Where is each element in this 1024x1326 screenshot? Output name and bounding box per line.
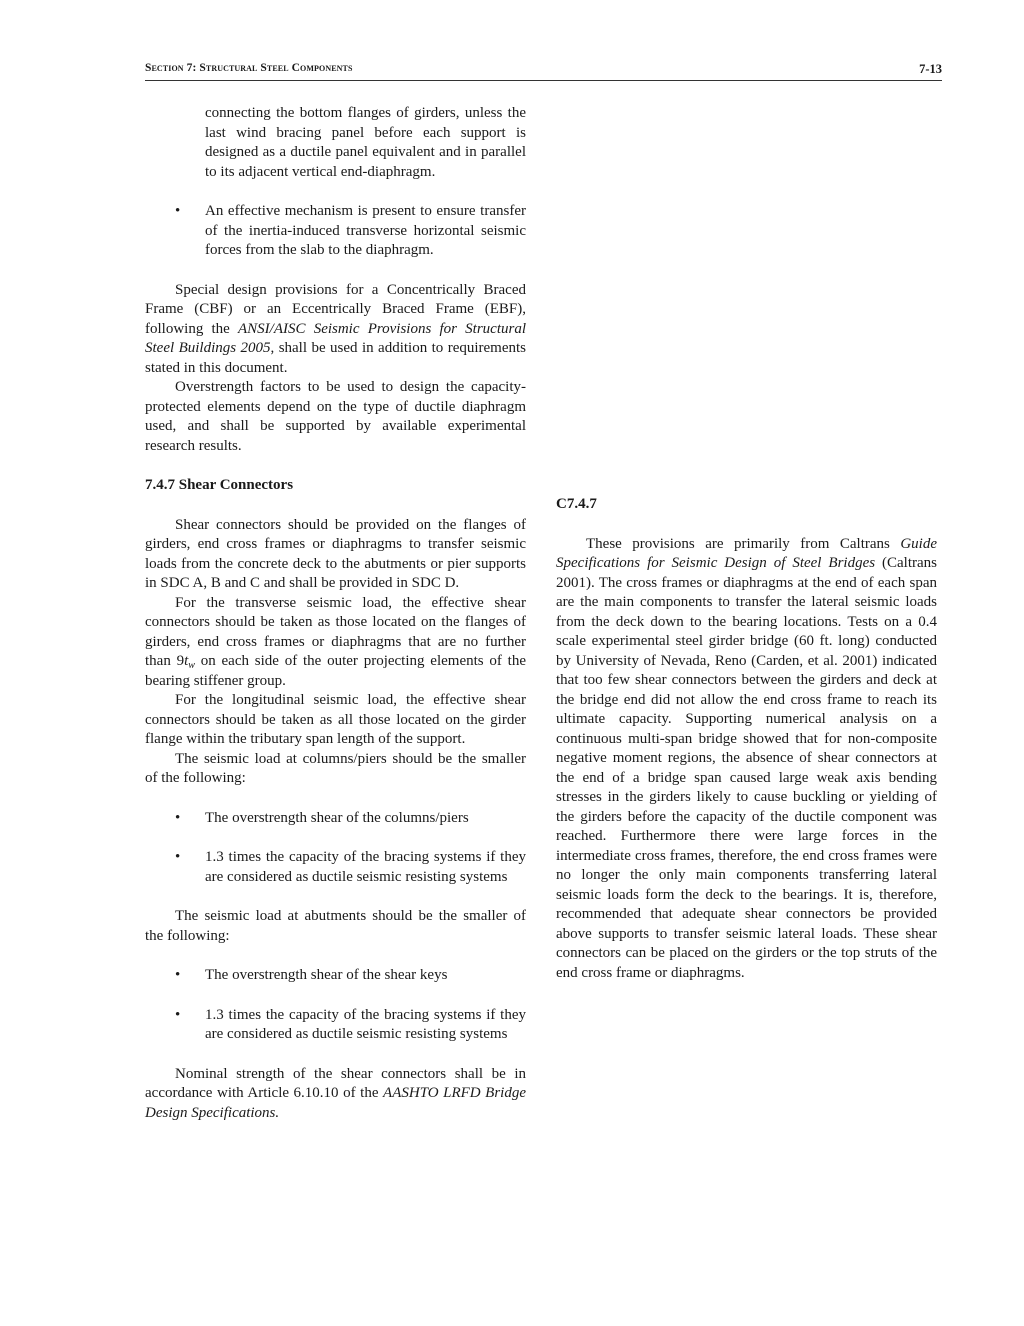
bullet-item	[145, 848, 526, 887]
paragraph-longitudinal-load: For the longitudinal seismic load, the effective shear connectors should be taken as all those located on the girder flange within the tributary span length of the support.	[145, 692, 526, 747]
bullet-item	[145, 202, 526, 261]
paragraph-special-provisions: Special design provisions for a Concentrically Braced Frame (CBF) or an Eccentrically Braced Frame (EBF), following the ANSI/AISC Seismic Provisions for Structural Steel Buildings 2005, shall be used in addition to requirements stated in this document.	[145, 281, 527, 376]
bullet-text: 1.3 times the capacity of the bracing systems if they are considered as ductile seismic resisting systems	[205, 1006, 526, 1042]
paragraph-columns-intro: The seismic load at columns/piers should be the smaller of the following:	[145, 750, 526, 786]
paragraph-commentary: These provisions are primarily from Caltrans Guide Specifications for Seismic Design of Steel Bridges (Caltrans 2001). The cross frames or diaphragms at the end of each span are the main components to transfer the lateral seismic loads from the deck down to the bearing locations. Tests on a 0.4 scale experimental steel girder bridge (60 ft. long) conducted by University of Nevada, Reno (Carden, et al. 2001) indicated that too few shear connectors between the girders and deck at the bridge end did not allow the end cross frame to reach its ultimate capacity. Supporting numerical analysis on a continuous multi-span bridge showed that for non-composite negative moment regions, the absence of shear connectors at the end of a bridge span caused large weak axis bending stresses in the girders likely to cause buckling or yielding of the girders before the capacity of the ductile component was reached. Furthermore there were large forces in the intermediate cross frames, therefore, the end cross frames were no longer the only main components transferring lateral seismic loads form the deck to the bearings. It is, therefore, recommended that adequate shear connectors be provided above supports to transfer seismic lateral loads. These shear connectors can be placed on the girders or the top struts of the end cross frame or diaphragms.	[556, 535, 937, 981]
commentary-heading: C7.4.7	[556, 496, 597, 512]
bullet-text: 1.3 times the capacity of the bracing systems if they are considered as ductile seismic resisting systems	[205, 849, 526, 885]
paragraph-overstrength: Overstrength factors to be used to design the capacity-protected elements depend on the type of ductile diaphragm used, and shall be supported by available experimental research results.	[145, 379, 526, 454]
continued-bullet-text: connecting the bottom flanges of girders, unless the last wind bracing panel before each support is designed as a ductile panel equivalent and in parallel to its adjacent vertical end-diaphragm.	[205, 105, 526, 180]
page-number: 7-13	[919, 62, 942, 76]
bullet-icon: •	[175, 967, 181, 983]
section-title: Section 7: Structural Steel Components	[145, 62, 353, 74]
bullet-text: The overstrength shear of the columns/piers	[205, 809, 469, 826]
specification-column	[145, 104, 526, 1123]
bullet-icon: •	[175, 809, 181, 826]
bullet-icon: •	[175, 849, 181, 865]
bullet-item	[145, 809, 526, 829]
bullet-text: An effective mechanism is present to ensure transfer of the inertia-induced transverse horizontal seismic forces from the slab to the diaphragm.	[205, 203, 526, 258]
bullet-icon: •	[175, 203, 181, 219]
paragraph-nominal-strength: Nominal strength of the shear connectors shall be in accordance with Article 6.10.10 of the AASHTO LRFD Bridge Design Specifications.	[145, 1065, 527, 1121]
commentary-column	[556, 495, 937, 983]
section-heading: 7.4.7 Shear Connectors	[145, 477, 294, 493]
bullet-icon: •	[175, 1006, 181, 1023]
paragraph-transverse-load: For the transverse seismic load, the effective shear connectors should be taken as those located on the flanges of girders, end cross frames or diaphragms that are no further than $9t_w$ on each side of the outer projecting elements of the bearing stiffener group.	[145, 594, 526, 689]
page-header	[145, 62, 942, 81]
paragraph-abutments-intro: The seismic load at abutments should be the smaller of the following:	[145, 908, 526, 944]
bullet-text: The overstrength shear of the shear keys	[205, 967, 448, 983]
bullet-item	[145, 966, 526, 986]
paragraph-shear-connectors: Shear connectors should be provided on the flanges of girders, end cross frames or diaphragms to transfer seismic loads from the concrete deck to the abutments or pier supports in SDC A, B and C and shall be provided in SDC D.	[145, 516, 526, 591]
bullet-item	[145, 1006, 526, 1045]
